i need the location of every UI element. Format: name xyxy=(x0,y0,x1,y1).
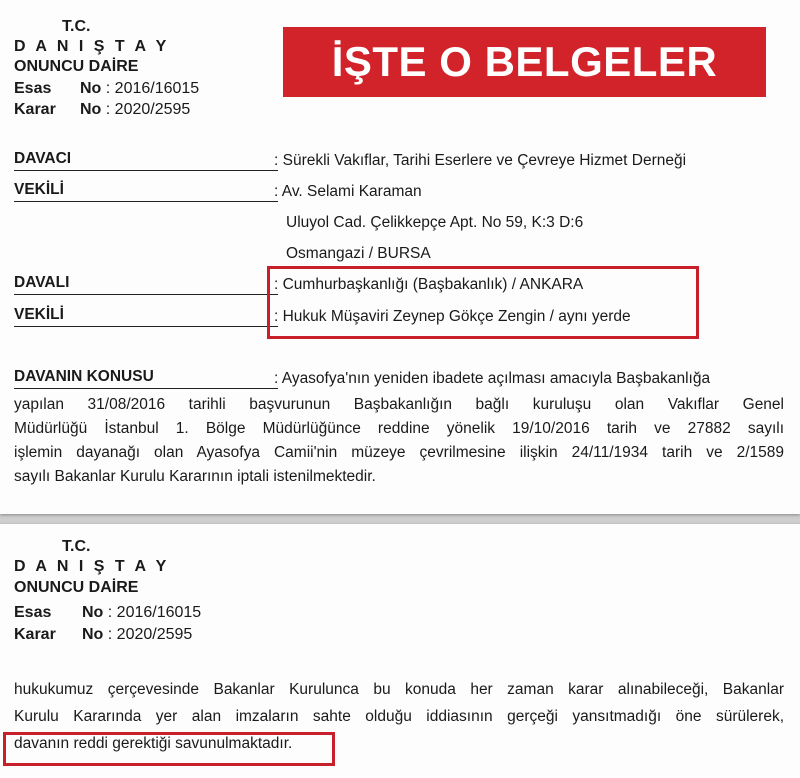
davaci-value: : Sürekli Vakıflar, Tarihi Eserlere ve Çevreye Hizmet Derneği xyxy=(274,152,687,169)
court-chamber-2: ONUNCU DAİRE xyxy=(14,579,139,596)
vekili-label-2: VEKİLİ xyxy=(14,306,278,327)
tc-heading: T.C. xyxy=(62,18,91,35)
vekili-value-1: : Av. Selami Karaman xyxy=(274,183,422,200)
highlight-box-defendant xyxy=(267,266,699,339)
davali-label: DAVALI xyxy=(14,274,278,295)
page2-line-1: hukukumuz çerçevesinde Bakanlar Kurulunca bu konuda her zaman karar alınabileceği, Bakanlar xyxy=(14,681,784,698)
subject-first-line: : Ayasofya'nın yeniden ibadete açılması amacıyla Başbakanlığa xyxy=(274,370,711,387)
court-name: D A N I Ş T A Y xyxy=(14,38,170,55)
vekili-address-line-2: Osmangazi / BURSA xyxy=(286,245,431,262)
subject-line-5: sayılı Bakanlar Kurulu Kararının iptali istenilmektedir. xyxy=(14,468,376,485)
esas-label: Esas xyxy=(14,80,52,97)
karar-label: Karar xyxy=(14,101,56,118)
court-name-2: D A N I Ş T A Y xyxy=(14,558,170,575)
subject-line-2: yapılan 31/08/2016 tarihli başvurunun Başbakanlığın bağlı kuruluşu olan Vakıflar Genel xyxy=(14,396,784,413)
highlight-box-rejection xyxy=(3,732,335,766)
vekili-value-2: : Hukuk Müşaviri Zeynep Gökçe Zengin / aynı yerde xyxy=(274,308,631,325)
subject-paragraph xyxy=(14,393,784,489)
esas-number-2: No : 2016/16015 xyxy=(82,604,202,621)
page2-line-2: Kurulu Kararında yer alan imzaların sahte olduğu iddiasının gerçeği yansıtmadığı öne sürülerek, xyxy=(14,708,784,725)
document-page-2 xyxy=(0,524,800,778)
esas-label-2: Esas xyxy=(14,604,52,621)
vekili-address-line-1: Uluyol Cad. Çelikkepçe Apt. No 59, K:3 D:6 xyxy=(286,214,584,231)
karar-number: No : 2020/2595 xyxy=(80,101,191,118)
karar-number-2: No : 2020/2595 xyxy=(82,626,193,643)
subject-line-3: Müdürlüğü İstanbul 1. Bölge Müdürlüğünce reddine yönelik 19/10/2016 tarih ve 27882 sayılı xyxy=(14,420,784,437)
court-chamber: ONUNCU DAİRE xyxy=(14,58,139,75)
subject-line-4: işlemin dayanağı olan Ayasofya Camii'nin müzeye çevrilmesine ilişkin 24/11/1934 tarih ve 2/1589 xyxy=(14,444,784,461)
page2-line-3: davanın reddi gerektiği savunulmaktadır. xyxy=(14,735,293,752)
vekili-label-1: VEKİLİ xyxy=(14,181,278,202)
subject-label: DAVANIN KONUSU xyxy=(14,368,278,389)
davali-value: : Cumhurbaşkanlığı (Başbakanlık) / ANKARA xyxy=(274,276,584,293)
headline-banner: İŞTE O BELGELER xyxy=(283,27,766,97)
karar-label-2: Karar xyxy=(14,626,56,643)
davaci-label: DAVACI xyxy=(14,150,278,171)
tc-heading-2: T.C. xyxy=(62,538,91,555)
esas-number: No : 2016/16015 xyxy=(80,80,200,97)
